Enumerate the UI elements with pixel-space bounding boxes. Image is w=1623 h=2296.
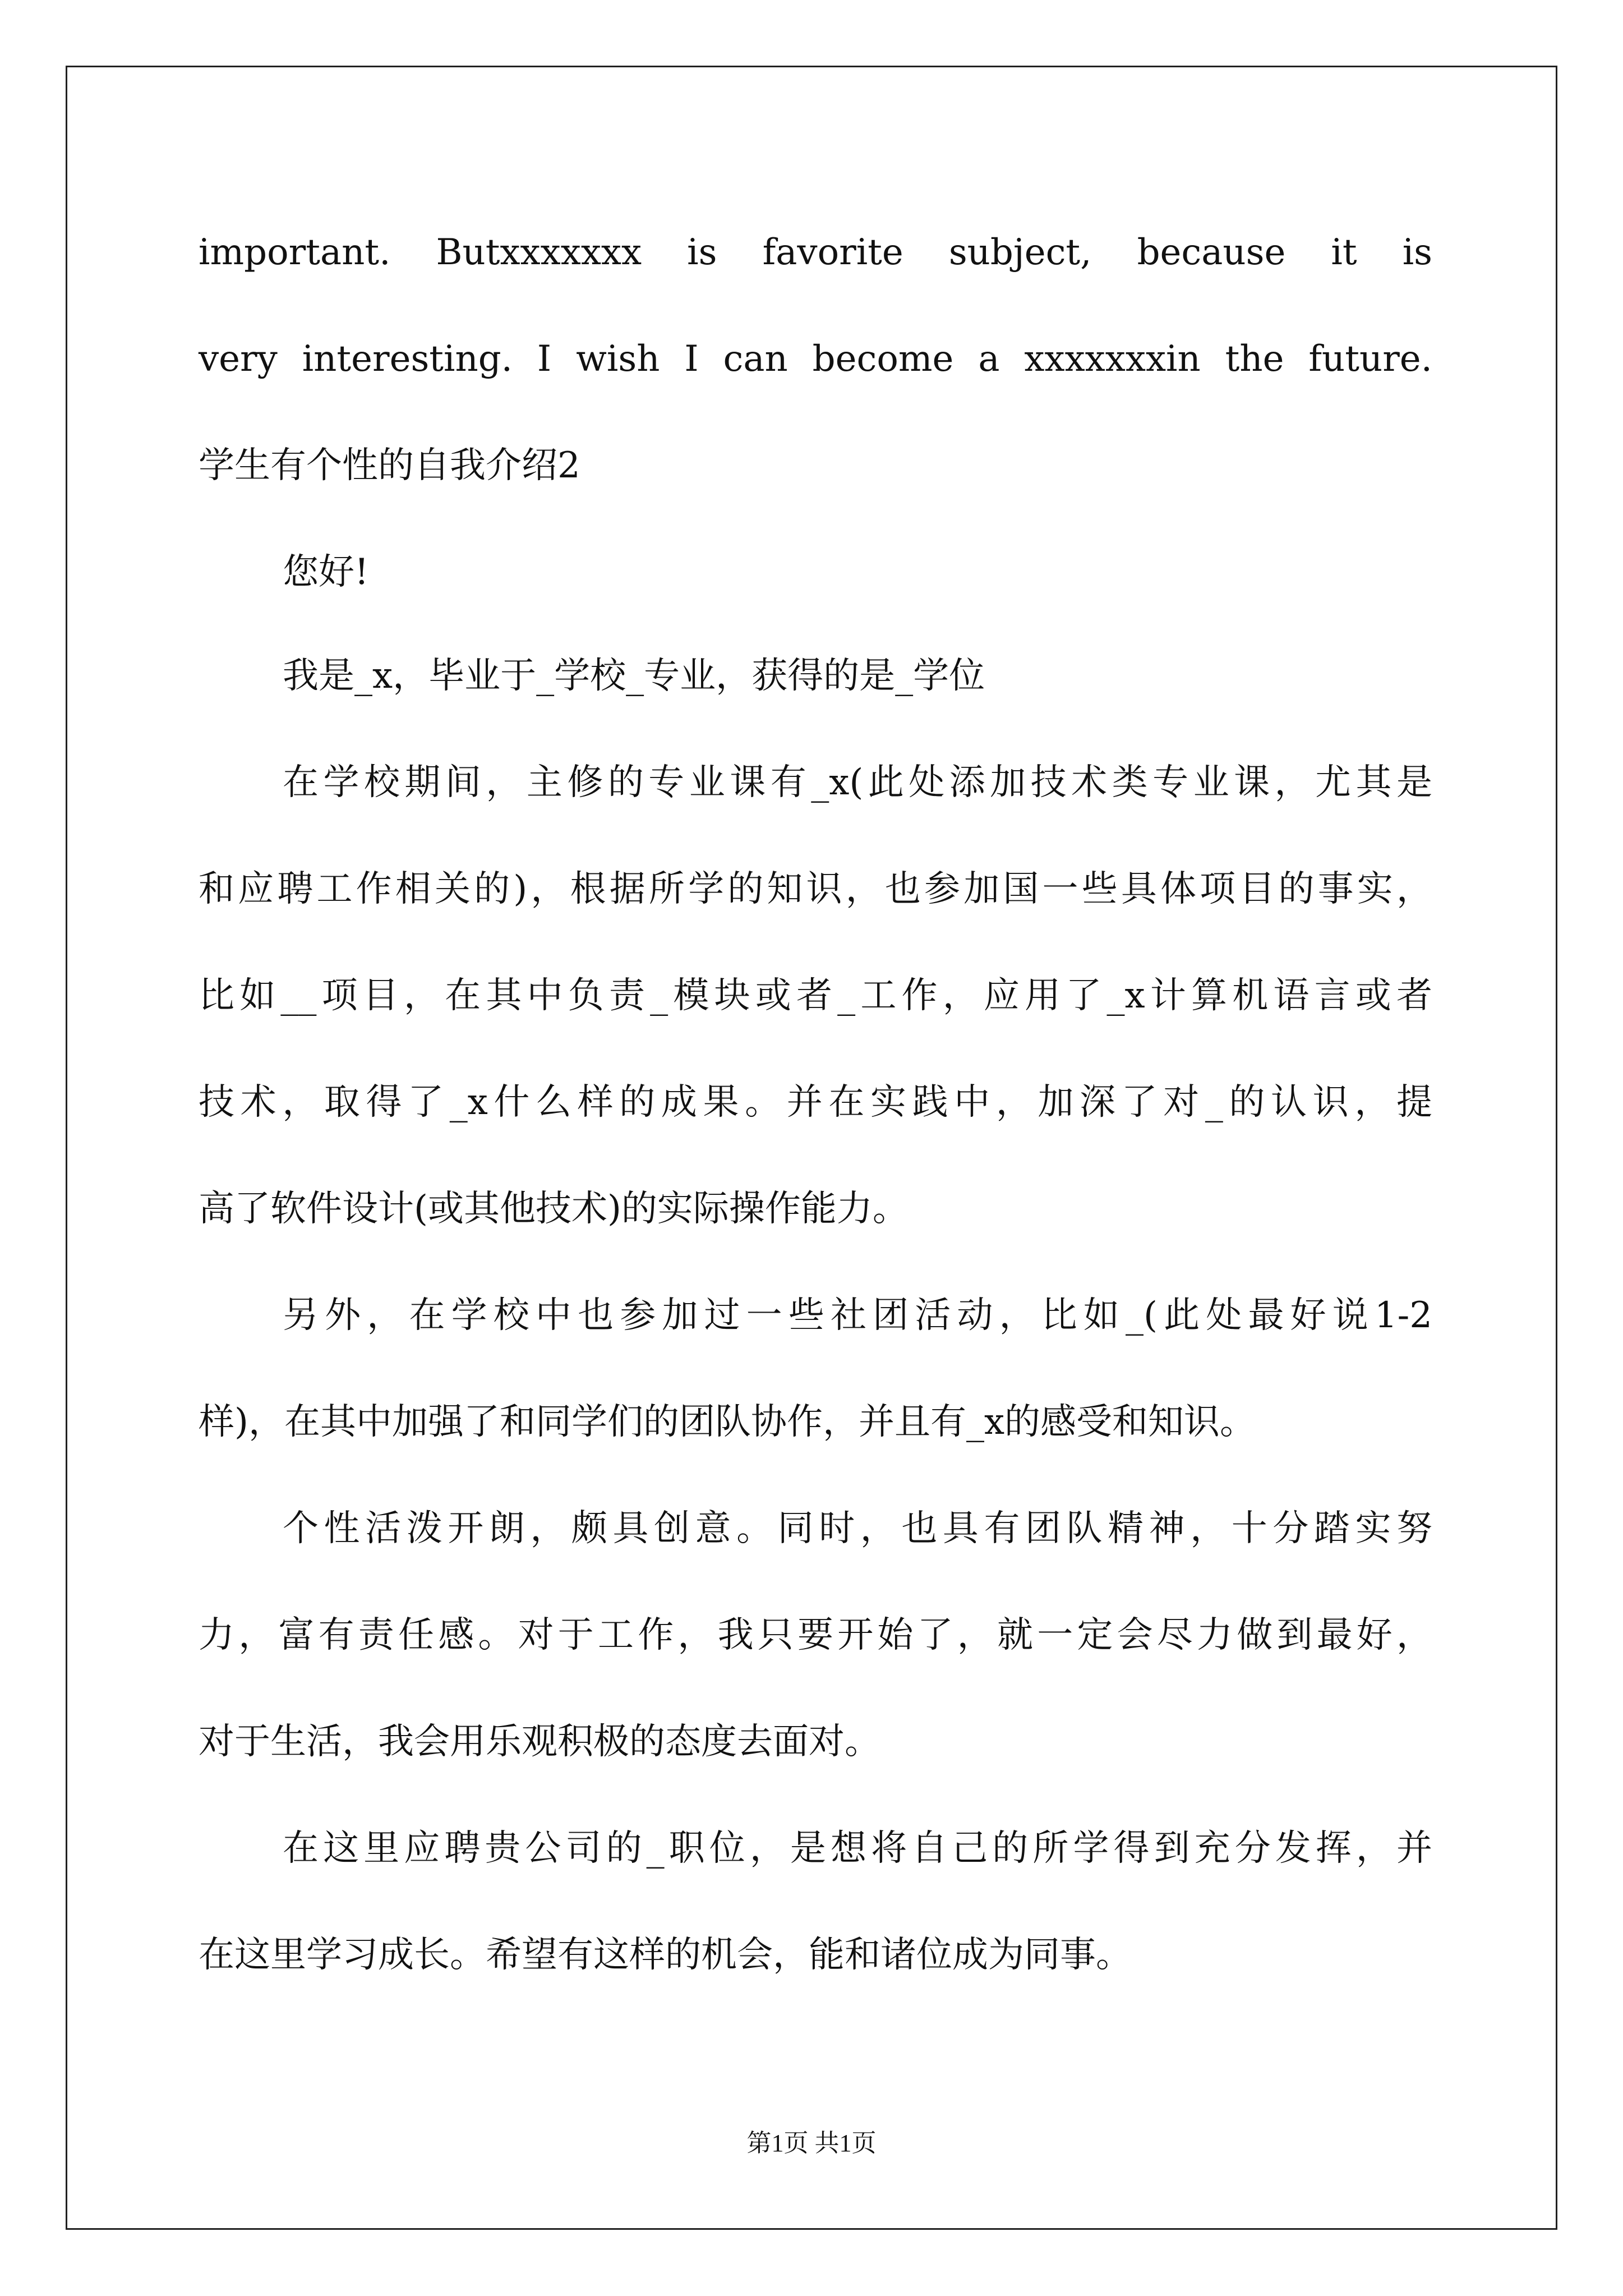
section-heading: 学生有个性的自我介绍2 [199, 445, 580, 486]
text-line-17: 在这里学习成长。希望有这样的机会，能和诸位成为同事。 [199, 1934, 1132, 1976]
text-line-13: 个性活泼开朗，颇具创意。同时，也具有团队精神，十分踏实努 [283, 1508, 1432, 1549]
text-line-2: very interesting. I wish I can become a xxxxxxxin the future. [199, 338, 1432, 380]
page-number-footer: 第1页 共1页 [746, 2129, 877, 2157]
text-line-14: 力，富有责任感。对于工作，我只要开始了，就一定会尽力做到最好， [199, 1614, 1432, 1656]
text-line-6: 在学校期间，主修的专业课有_x(此处添加技术类专业课，尤其是 [283, 762, 1432, 803]
text-line-9: 技术，取得了_x什么样的成果。并在实践中，加深了对_的认识，提 [199, 1082, 1432, 1123]
text-line-1: important. Butxxxxxxx is favorite subject, because it is [199, 232, 1432, 273]
text-line-16: 在这里应聘贵公司的_职位，是想将自己的所学得到充分发挥，并 [283, 1828, 1432, 1869]
text-line-7: 和应聘工作相关的)，根据所学的知识，也参加国一些具体项目的事实， [199, 868, 1432, 910]
text-line-8: 比如__项目，在其中负责_模块或者_工作，应用了_x计算机语言或者 [199, 975, 1432, 1016]
text-line-12: 样)，在其中加强了和同学们的团队协作，并且有_x的感受和知识。 [199, 1401, 1256, 1443]
text-line-15: 对于生活，我会用乐观积极的态度去面对。 [199, 1721, 880, 1763]
text-line-5: 我是_x，毕业于_学校_专业，获得的是_学位 [283, 655, 985, 697]
page-border [66, 66, 1557, 2230]
greeting: 您好! [283, 551, 369, 593]
text-line-11: 另外，在学校中也参加过一些社团活动，比如_(此处最好说1-2 [283, 1295, 1432, 1336]
text-line-10: 高了软件设计(或其他技术)的实际操作能力。 [199, 1188, 909, 1230]
